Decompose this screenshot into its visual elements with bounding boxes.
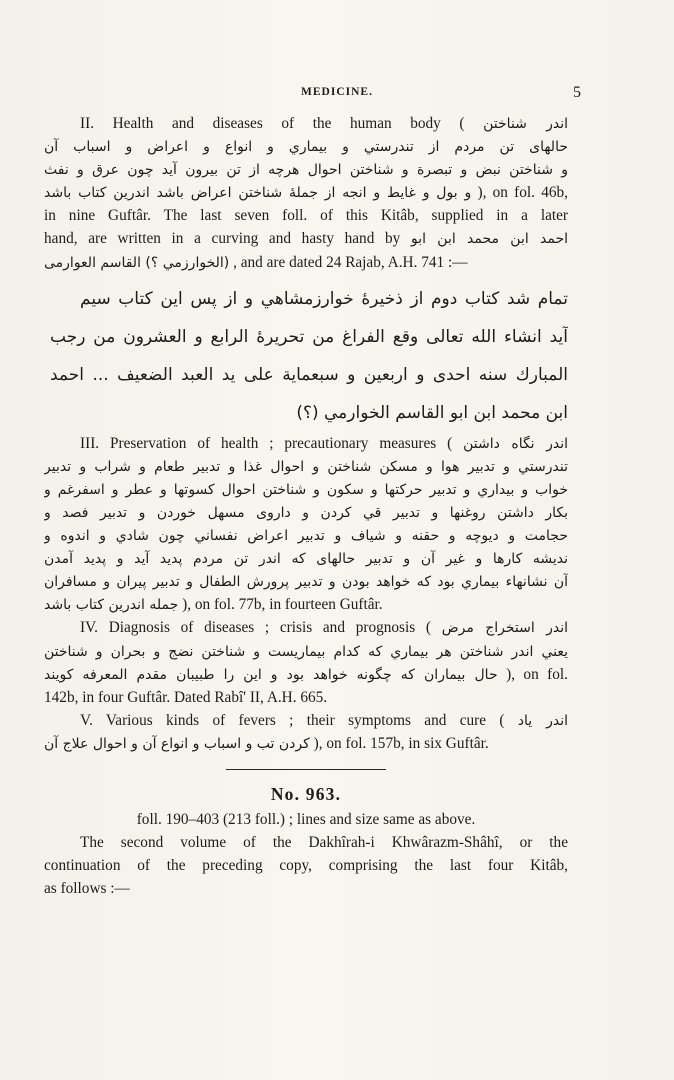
section-iv	[44, 616, 568, 708]
text-line: حال بيماران كه چگونه خواهد بود و اين را طبيبان مقدم المعرفه كويند ), on fol.	[44, 665, 568, 683]
running-head: MEDICINE.	[301, 86, 373, 98]
text-line: يعني اندر شناختن هر بيماري كه كدام بيماريست و شناختن نضج و بحران و شناختن	[44, 643, 568, 660]
text-line: جمله اندرين كتاب باشد ), on fol. 77b, in fourteen Guftâr.	[44, 596, 383, 614]
colophon-line: آيد انشاء الله تعالى وقع الفراغ من تحريرهٔ الرابع و العشرون من رجب	[50, 326, 568, 347]
text-line: آن نشانهاء بيماري بود كه خواهد بودن و تدبير پرورش الطفال و تدبير پيران و مسافران	[44, 574, 568, 591]
text-line: IV. Diagnosis of diseases ; crisis and prognosis ( اندر استخراج مرض	[80, 619, 568, 637]
text-line: The second volume of the Dakhîrah-i Khwârazm-Shâhî, or the	[80, 833, 568, 851]
entry-subtitle: foll. 190–403 (213 foll.) ; lines and size same as above.	[136, 810, 476, 828]
text-line: as follows :—	[44, 880, 130, 898]
colophon-line: تمام شد كتاب دوم از ذخيرهٔ خوارزمشاهي و از پس اين كتاب سيم	[80, 288, 568, 309]
text-line: hand, are written in a curving and hasty hand by احمد ابن محمد ابن ابو	[44, 230, 568, 248]
entry-title: No. 963.	[270, 783, 342, 804]
text-line: حالهای تن مردم از تندرستي و بيماري و انواع و اعراض و اسباب آن	[44, 139, 568, 156]
text-line: V. Various kinds of fevers ; their symptoms and cure ( اندر ياد	[80, 711, 568, 729]
text-line: in nine Guftâr. The last seven foll. of this Kitâb, supplied in a later	[44, 207, 568, 225]
colophon-line: المبارك سنه احدى و اربعين و سبعماية على يد العبد الضعيف ... احمد	[50, 364, 568, 385]
text-line: (الخوارزمي ؟) القاسم العوارمی , and are dated 24 Rajab, A.H. 741 :—	[44, 253, 468, 271]
text-line: III. Preservation of health ; precautionary measures ( اندر نگاه داشتن	[80, 434, 568, 452]
text-line: continuation of the preceding copy, comprising the last four Kitâb,	[44, 857, 568, 875]
text-line: نديشه كارها و غير آن و تدبير حالهاى كه اندر تن مردم پديد آيد و پديد آمدن	[44, 551, 568, 568]
page-header	[0, 86, 674, 106]
entry-963	[44, 784, 568, 900]
text-line: II. Health and diseases of the human body ( اندر شناختن	[80, 115, 568, 132]
text-line: 142b, in four Guftâr. Dated Rabî' II, A.H. 665.	[44, 688, 328, 706]
page-body	[44, 112, 568, 900]
text-line: بكار داشتن روغنها و تدبير قي كردن و داروى مسهل خوردن و تدبير فصد و	[44, 504, 568, 521]
text-line: تندرستي و تدبير هوا و مسكن شناختن و احوال غذا و تدبير طعام و شراب و تدبير	[44, 458, 568, 475]
text-line: حجامت و ديوچه و حقنه و شياف و تدبير اعراض نفساني چون شادي و اندوه و	[44, 528, 568, 545]
colophon-line: ابن محمد ابن ابو القاسم الخوارمي (؟)	[296, 402, 568, 423]
section-ii	[44, 112, 568, 432]
text-line: و شناختن نبض و تبصرة و شناختن احوال هرچه از تن بيرون آيد چون عرق و نفث	[44, 162, 568, 179]
section-divider	[226, 769, 386, 770]
text-line: و بول و غايط و انجه از جملهٔ شناختن اعراض باشد اندرين كتاب باشد ), on fol. 46b,	[44, 184, 568, 202]
section-iii	[44, 432, 568, 617]
page-number: 5	[573, 84, 581, 101]
text-line: كردن تب و اسباب و انواع آن و احوال علاج آن ), on fol. 157b, in six Guftâr.	[44, 734, 489, 752]
section-v	[44, 709, 568, 755]
text-line: خواب و بيداري و تدبير حركتها و سكون و شناختن احوال كسوتها و عطر و اسفرغم و	[44, 481, 568, 498]
